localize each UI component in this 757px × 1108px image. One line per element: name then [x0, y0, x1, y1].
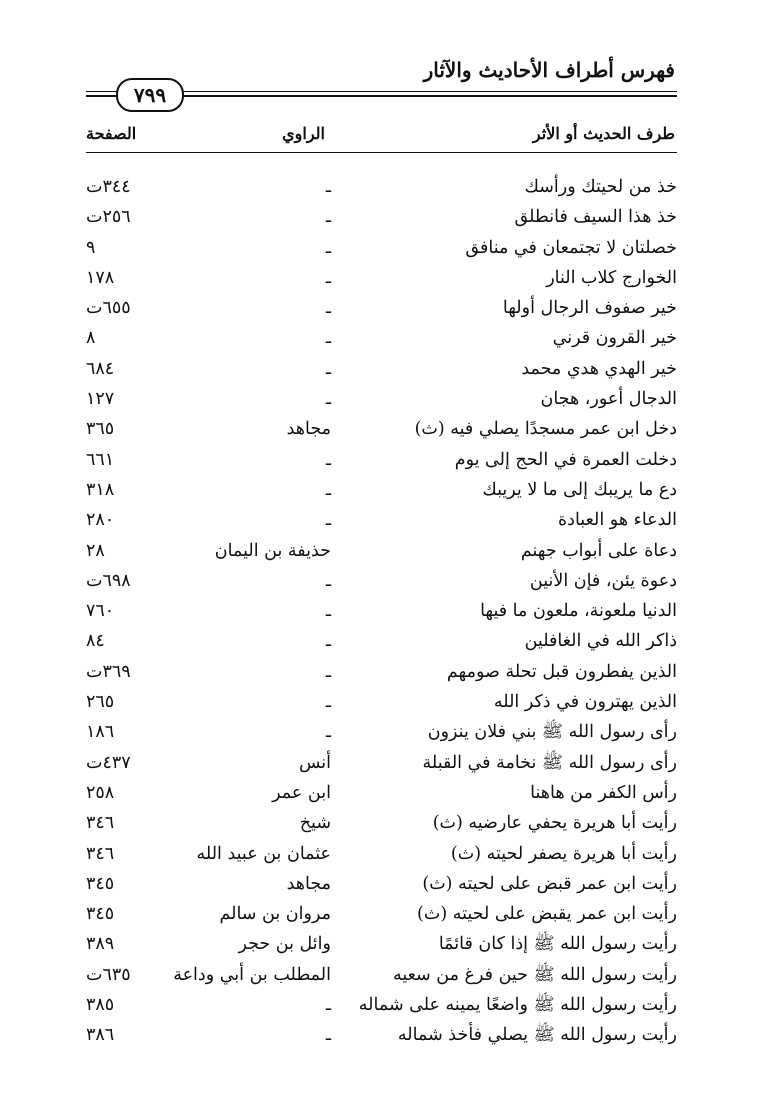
column-header-narrator: الراوي — [282, 124, 325, 143]
table-row — [86, 202, 677, 232]
hadith-cell: رأى رسول الله ﷺ بني فلان ينزون — [427, 722, 677, 743]
table-row — [86, 1020, 677, 1050]
hadith-cell: الذين يفطرون قبل تحلة صومهم — [446, 661, 677, 682]
narrator-cell: ـ — [325, 449, 331, 470]
table-row — [86, 566, 677, 596]
narrator-cell: ـ — [325, 1025, 331, 1046]
narrator-cell: ـ — [325, 479, 331, 500]
narrator-cell: ـ — [325, 601, 331, 622]
hadith-cell: الدجال أعور، هجان — [540, 389, 677, 410]
table-row — [86, 808, 677, 838]
table-row — [86, 960, 677, 990]
narrator-cell: مروان بن سالم — [219, 904, 331, 925]
table-row — [86, 323, 677, 353]
column-header-rule — [86, 152, 677, 153]
hadith-cell: دعاة على أبواب جهنم — [520, 540, 677, 561]
page-number-badge: ٧٩٩ — [116, 78, 184, 112]
hadith-cell: الدعاء هو العبادة — [558, 510, 677, 531]
page-cell: ٣٨٩ — [86, 934, 115, 955]
hadith-cell: الذين يهترون في ذكر الله — [493, 692, 677, 713]
page-cell: ٣٤٦ — [86, 843, 115, 864]
hadith-cell: خير القرون قرني — [552, 328, 677, 349]
table-row — [86, 717, 677, 747]
narrator-cell: ـ — [325, 631, 331, 652]
page-cell: ٦٩٨ت — [86, 570, 131, 591]
table-row — [86, 990, 677, 1020]
page-cell: ١٢٧ — [86, 389, 115, 410]
narrator-cell: وائل بن حجر — [238, 934, 331, 955]
hadith-cell: ذاكر الله في الغافلين — [524, 631, 677, 652]
table-row — [86, 869, 677, 899]
hadith-cell: رأيت رسول الله ﷺ حين فرغ من سعيه — [392, 964, 677, 985]
hadith-cell: رأيت ابن عمر قبض على لحيته (ث) — [422, 873, 677, 894]
narrator-cell: شيخ — [299, 813, 331, 834]
page-cell: ٢٥٨ — [86, 782, 115, 803]
table-row — [86, 414, 677, 444]
narrator-cell: ـ — [325, 570, 331, 591]
table-row — [86, 172, 677, 202]
narrator-cell: ـ — [325, 237, 331, 258]
table-row — [86, 596, 677, 626]
page-cell: ٤٣٧ت — [86, 752, 131, 773]
page-cell: ٩ — [86, 237, 96, 258]
narrator-cell: ـ — [325, 995, 331, 1016]
hadith-cell: خير الهدي هدي محمد — [521, 358, 677, 379]
table-row — [86, 354, 677, 384]
hadith-cell: دخلت العمرة في الحج إلى يوم — [454, 449, 677, 470]
page-header-title: فهرس أطراف الأحاديث والآثار — [423, 58, 675, 82]
table-row — [86, 445, 677, 475]
page-cell: ٦٣٥ت — [86, 964, 131, 985]
narrator-cell: أنس — [298, 752, 331, 773]
hadith-cell: خير صفوف الرجال أولها — [502, 298, 677, 319]
table-row — [86, 657, 677, 687]
page-cell: ٣٤٦ — [86, 813, 115, 834]
hadith-cell: دعوة يئن، فإن الأنين — [529, 570, 677, 591]
hadith-cell: خذ هذا السيف فانطلق — [514, 207, 677, 228]
page-cell: ٨ — [86, 328, 96, 349]
table-row — [86, 233, 677, 263]
narrator-cell: ـ — [325, 358, 331, 379]
hadith-cell: خذ من لحيتك ورأسك — [524, 177, 677, 197]
table-row — [86, 263, 677, 293]
page-cell: ٣٦٩ت — [86, 661, 131, 682]
page-cell: ٣٤٥ — [86, 904, 115, 925]
page-cell: ٧٦٠ — [86, 601, 115, 622]
table-row — [86, 748, 677, 778]
page-cell: ٢٨ — [86, 540, 105, 561]
narrator-cell: ـ — [325, 298, 331, 319]
table-row — [86, 475, 677, 505]
narrator-cell: ـ — [325, 267, 331, 288]
page-cell: ٣٨٥ — [86, 995, 115, 1016]
narrator-cell: مجاهد — [286, 419, 331, 440]
table-row — [86, 899, 677, 929]
hadith-cell: رأيت أبا هريرة يحفي عارضيه (ث) — [432, 813, 677, 834]
page-cell: ٣١٨ — [86, 479, 115, 500]
hadith-cell: رأيت ابن عمر يقبض على لحيته (ث) — [417, 904, 677, 925]
narrator-cell: ـ — [325, 661, 331, 682]
table-row — [86, 293, 677, 323]
narrator-cell: ـ — [325, 207, 331, 228]
table-row — [86, 626, 677, 656]
column-header-hadith: طرف الحديث أو الأثر — [532, 124, 675, 143]
table-row — [86, 778, 677, 808]
hadith-cell: دخل ابن عمر مسجدًا يصلي فيه (ث) — [414, 419, 677, 440]
table-row — [86, 384, 677, 414]
page-cell: ٣٤٤ت — [86, 177, 131, 197]
narrator-cell: ـ — [325, 692, 331, 713]
hadith-cell: رأيت أبا هريرة يصفر لحيته (ث) — [450, 843, 677, 864]
hadith-cell: رأيت رسول الله ﷺ يصلي فأخذ شماله — [397, 1025, 677, 1046]
page-cell: ٣٦٥ — [86, 419, 115, 440]
narrator-cell: حذيفة بن اليمان — [214, 540, 331, 561]
page-cell: ٨٤ — [86, 631, 105, 652]
narrator-cell: ـ — [325, 177, 331, 197]
page-cell: ٢٥٦ت — [86, 207, 131, 228]
page-cell: ٣٨٦ — [86, 1025, 115, 1046]
narrator-cell: ـ — [325, 510, 331, 531]
hadith-cell: رأيت رسول الله ﷺ إذا كان قائمًا — [438, 934, 677, 955]
narrator-cell: ـ — [325, 722, 331, 743]
hadith-cell: دع ما يريبك إلى ما لا يريبك — [482, 479, 677, 500]
narrator-cell: عثمان بن عبيد الله — [196, 843, 331, 864]
table-row — [86, 839, 677, 869]
hadith-cell: رأس الكفر من هاهنا — [530, 782, 677, 803]
narrator-cell: ـ — [325, 328, 331, 349]
page-cell: ٣٤٥ — [86, 873, 115, 894]
page-cell: ٢٦٥ — [86, 692, 115, 713]
table-row — [86, 687, 677, 717]
column-header-page: الصفحة — [86, 124, 137, 143]
page-cell: ٦٥٥ت — [86, 298, 131, 319]
hadith-cell: الدنيا ملعونة، ملعون ما فيها — [480, 601, 677, 622]
page-cell: ٦٨٤ — [86, 358, 115, 379]
narrator-cell: مجاهد — [286, 873, 331, 894]
page-cell: ١٨٦ — [86, 722, 115, 743]
narrator-cell: ـ — [325, 389, 331, 410]
hadith-cell: خصلتان لا تجتمعان في منافق — [465, 237, 677, 258]
table-row — [86, 929, 677, 959]
hadith-cell: الخوارج كلاب النار — [546, 267, 677, 288]
table-row — [86, 536, 677, 566]
index-table — [86, 172, 677, 1051]
narrator-cell: المطلب بن أبي وداعة — [173, 964, 331, 985]
table-row — [86, 505, 677, 535]
page-cell: ٦٦١ — [86, 449, 115, 470]
page-cell: ١٧٨ — [86, 267, 115, 288]
narrator-cell: ابن عمر — [272, 782, 331, 803]
page-cell: ٢٨٠ — [86, 510, 115, 531]
hadith-cell: رأى رسول الله ﷺ نخامة في القبلة — [422, 752, 677, 773]
hadith-cell: رأيت رسول الله ﷺ واضعًا يمينه على شماله — [358, 995, 677, 1016]
